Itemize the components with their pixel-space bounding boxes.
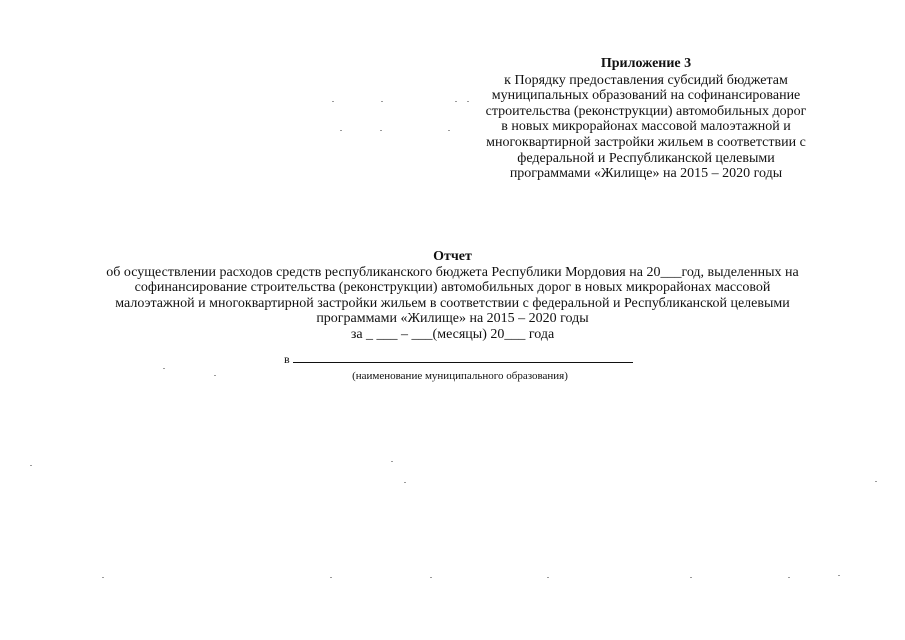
scan-speck [381, 101, 383, 102]
appendix-line: в новых микрорайонах массовой малоэтажной и [501, 119, 791, 135]
report-block [60, 249, 845, 343]
appendix-line: муниципальных образований на софинансирование [491, 88, 801, 104]
scan-speck [875, 481, 877, 482]
scan-speck [838, 575, 840, 576]
report-line: малоэтажной и многоквартирной застройки жильем в соответствии с федеральной и Республиканской целевыми [115, 295, 790, 311]
report-line: об осуществлении расходов средств республиканского бюджета Республики Мордовия на 20___год, выделенных на [106, 264, 799, 280]
scan-speck [455, 101, 457, 102]
municipality-fill-row [284, 352, 633, 366]
scan-speck [163, 368, 165, 369]
scan-speck [404, 482, 406, 483]
appendix-block [470, 56, 822, 182]
report-title: Отчет [433, 249, 472, 264]
scan-speck [214, 375, 216, 376]
scan-speck [330, 577, 332, 578]
appendix-line: строительства (реконструкции) автомобильных дорог [485, 103, 807, 119]
scan-speck [30, 465, 32, 466]
report-line: программами «Жилище» на 2015 – 2020 годы [316, 311, 589, 327]
scan-speck [690, 577, 692, 578]
scan-speck [430, 577, 432, 578]
scan-speck [102, 577, 104, 578]
appendix-line: федеральной и Республиканской целевыми [517, 150, 775, 166]
scan-speck [448, 130, 450, 131]
report-period-line: за _ ___ – ___(месяцы) 20___ года [350, 326, 555, 342]
appendix-line: программами «Жилище» на 2015 – 2020 годы [509, 166, 783, 182]
scan-speck [340, 130, 342, 131]
municipality-blank-line [293, 352, 633, 363]
scan-speck [391, 461, 393, 462]
appendix-title: Приложение 3 [600, 56, 692, 71]
appendix-line: многоквартирной застройки жильем в соответствии с [486, 134, 806, 150]
in-label: в [284, 352, 290, 366]
scan-speck [547, 577, 549, 578]
scan-speck [380, 130, 382, 131]
report-line: софинансирование строительства (реконструкции) автомобильных дорог в новых микрорайонах массовой [134, 280, 771, 296]
appendix-line: к Порядку предоставления субсидий бюджетам [504, 72, 788, 88]
scan-speck [788, 577, 790, 578]
scan-speck [332, 101, 334, 102]
municipality-caption: (наименование муниципального образования) [352, 370, 568, 382]
scan-speck [467, 101, 469, 102]
